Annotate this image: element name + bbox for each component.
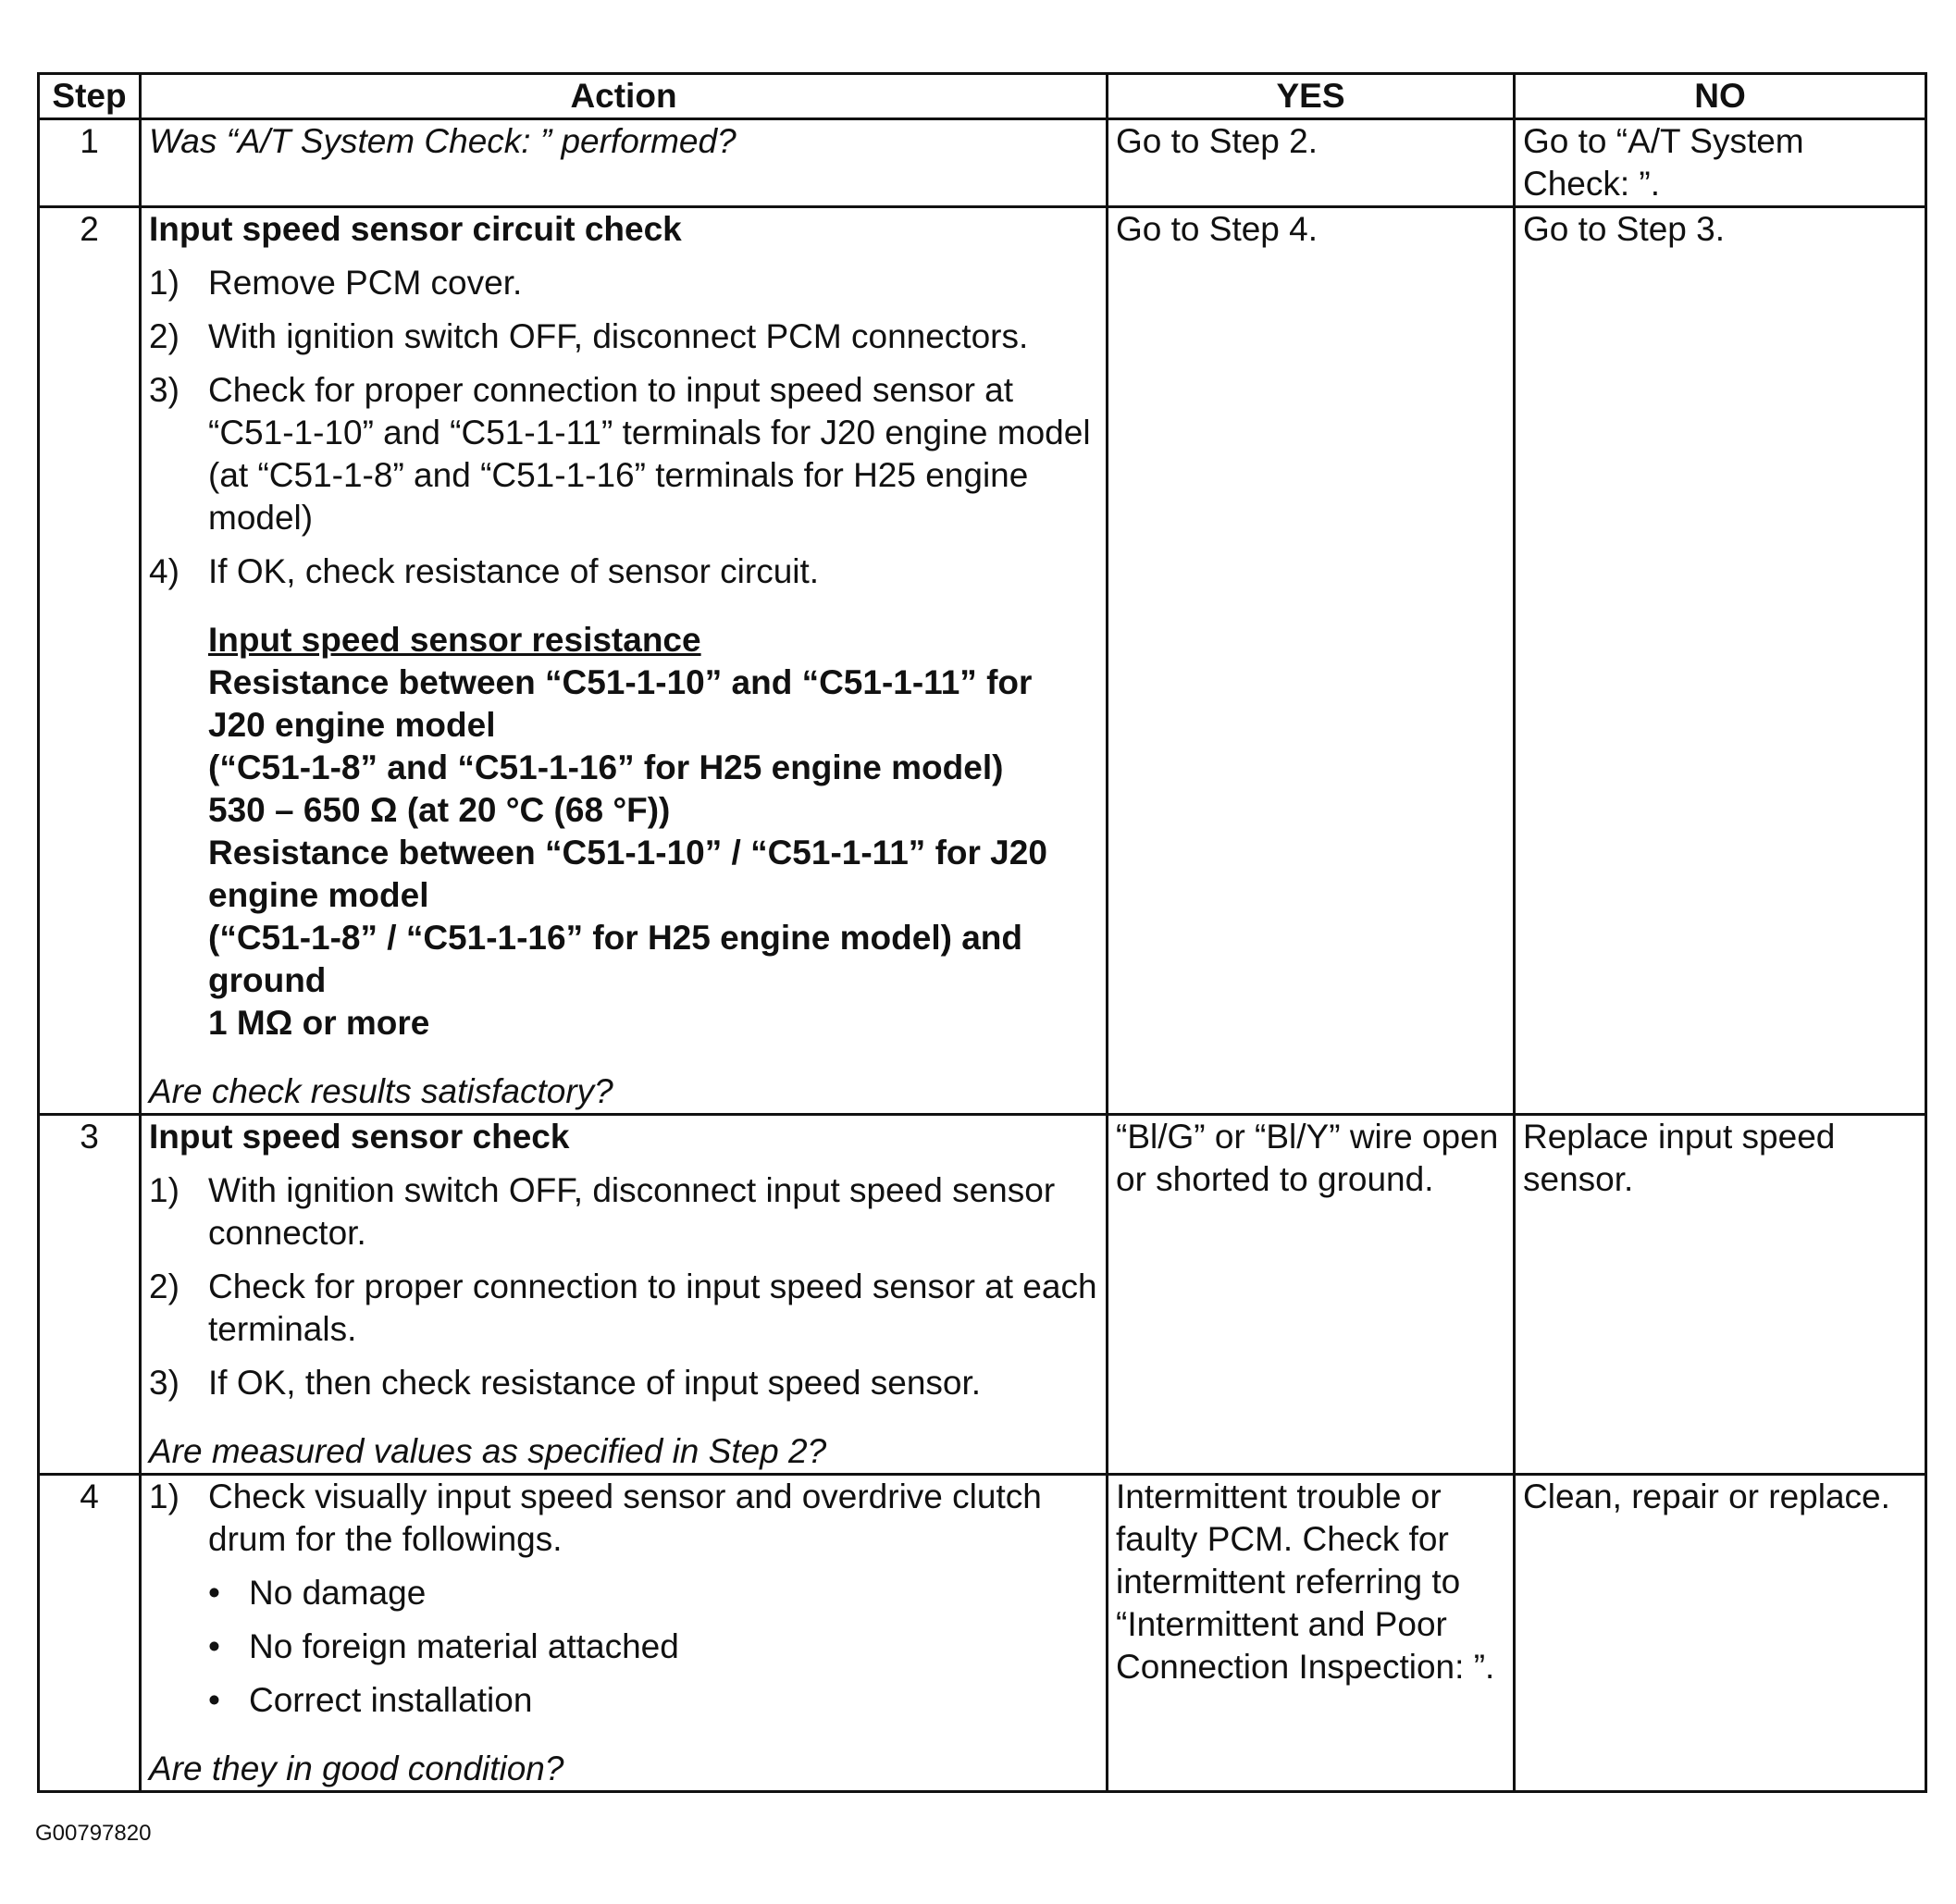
spec-line: Resistance between “C51-1-10” / “C51-1-11” for J20 engine model: [208, 834, 1047, 914]
item-number: 2): [149, 1267, 180, 1305]
table-row: [39, 1475, 1926, 1792]
action-cell: [141, 207, 1108, 1115]
item-number: 1): [149, 1477, 180, 1515]
spec-line: 1 MΩ or more: [208, 1004, 430, 1042]
bullet-item: [208, 1626, 1098, 1668]
step-number: 2: [39, 207, 141, 1115]
item-text: With ignition switch OFF, disconnect input speed sensor connector.: [208, 1171, 1056, 1252]
step-number: 3: [39, 1115, 141, 1475]
item-number: 2): [149, 317, 180, 355]
yes-cell: “Bl/G” or “Bl/Y” wire open or shorted to ground.: [1108, 1115, 1515, 1475]
figure-id: G00797820: [35, 1821, 152, 1846]
item-text: If OK, then check resistance of input speed sensor.: [208, 1364, 982, 1402]
item-number: 3): [149, 371, 180, 409]
action-cell: [141, 1115, 1108, 1475]
step-title: Input speed sensor circuit check: [149, 210, 682, 248]
spec-line: Resistance between “C51-1-10” and “C51-1-11” for J20 engine model: [208, 663, 1033, 744]
step-title: Input speed sensor check: [149, 1118, 570, 1156]
bullet-icon: •: [208, 1681, 220, 1719]
diagnostic-table: [37, 72, 1927, 1793]
header-no: NO: [1515, 74, 1926, 119]
list-item: [149, 1476, 1098, 1561]
list-item: [149, 315, 1098, 358]
resistance-spec: [208, 619, 1098, 1045]
step-question: Are measured values as specified in Step 2?: [149, 1432, 827, 1470]
header-step: Step: [39, 74, 141, 119]
list-item: [149, 262, 1098, 304]
bullet-icon: •: [208, 1574, 220, 1612]
bullet-item: [208, 1572, 1098, 1614]
header-row: [39, 74, 1926, 119]
step-number: 4: [39, 1475, 141, 1792]
item-number: 1): [149, 1171, 180, 1209]
list-item: [149, 550, 1098, 593]
table-row: [39, 207, 1926, 1115]
bullet-icon: •: [208, 1627, 220, 1665]
no-cell: Clean, repair or replace.: [1515, 1475, 1926, 1792]
yes-cell: Go to Step 4.: [1108, 207, 1515, 1115]
yes-cell: Go to Step 2.: [1108, 119, 1515, 207]
bullet-text: No foreign material attached: [249, 1627, 679, 1665]
no-cell: Replace input speed sensor.: [1515, 1115, 1926, 1475]
header-action: Action: [141, 74, 1108, 119]
list-item: [149, 1266, 1098, 1351]
step-question: Was “A/T System Check: ” performed?: [149, 122, 737, 160]
table-row: [39, 119, 1926, 207]
no-cell: Go to Step 3.: [1515, 207, 1926, 1115]
action-cell: [141, 1475, 1108, 1792]
no-cell: Go to “A/T System Check: ”.: [1515, 119, 1926, 207]
spec-line: (“C51-1-8” / “C51-1-16” for H25 engine model) and ground: [208, 919, 1022, 999]
diagnostic-table-sheet: [37, 72, 1925, 1793]
item-text: Check for proper connection to input speed sensor at each terminals.: [208, 1267, 1097, 1348]
item-text: If OK, check resistance of sensor circuit.: [208, 552, 820, 590]
item-text: With ignition switch OFF, disconnect PCM connectors.: [208, 317, 1029, 355]
list-item: [149, 369, 1098, 539]
bullet-text: Correct installation: [249, 1681, 533, 1719]
list-item: [149, 1362, 1098, 1404]
spec-line: 530 – 650 Ω (at 20 °C (68 °F)): [208, 791, 671, 829]
bullet-item: [208, 1679, 1098, 1722]
item-text: Remove PCM cover.: [208, 264, 523, 302]
header-yes: YES: [1108, 74, 1515, 119]
list-item: [149, 1169, 1098, 1255]
item-number: 1): [149, 264, 180, 302]
spec-line: (“C51-1-8” and “C51-1-16” for H25 engine model): [208, 748, 1004, 786]
bullet-text: No damage: [249, 1574, 427, 1612]
action-cell: [141, 119, 1108, 207]
spec-title: Input speed sensor resistance: [208, 621, 701, 659]
table-row: [39, 1115, 1926, 1475]
item-text: Check for proper connection to input speed sensor at “C51-1-10” and “C51-1-11” terminals for J20 engine model (at “C51-1-8” and “C51-1-16” terminals for H25 engine model): [208, 371, 1091, 537]
step-question: Are check results satisfactory?: [149, 1072, 613, 1110]
item-number: 4): [149, 552, 180, 590]
step-number: 1: [39, 119, 141, 207]
step-question: Are they in good condition?: [149, 1749, 564, 1787]
yes-cell: Intermittent trouble or faulty PCM. Check for intermittent referring to “Intermittent and Poor Connection Inspection: ”.: [1108, 1475, 1515, 1792]
item-text: Check visually input speed sensor and overdrive clutch drum for the followings.: [208, 1477, 1042, 1558]
item-number: 3): [149, 1364, 180, 1402]
